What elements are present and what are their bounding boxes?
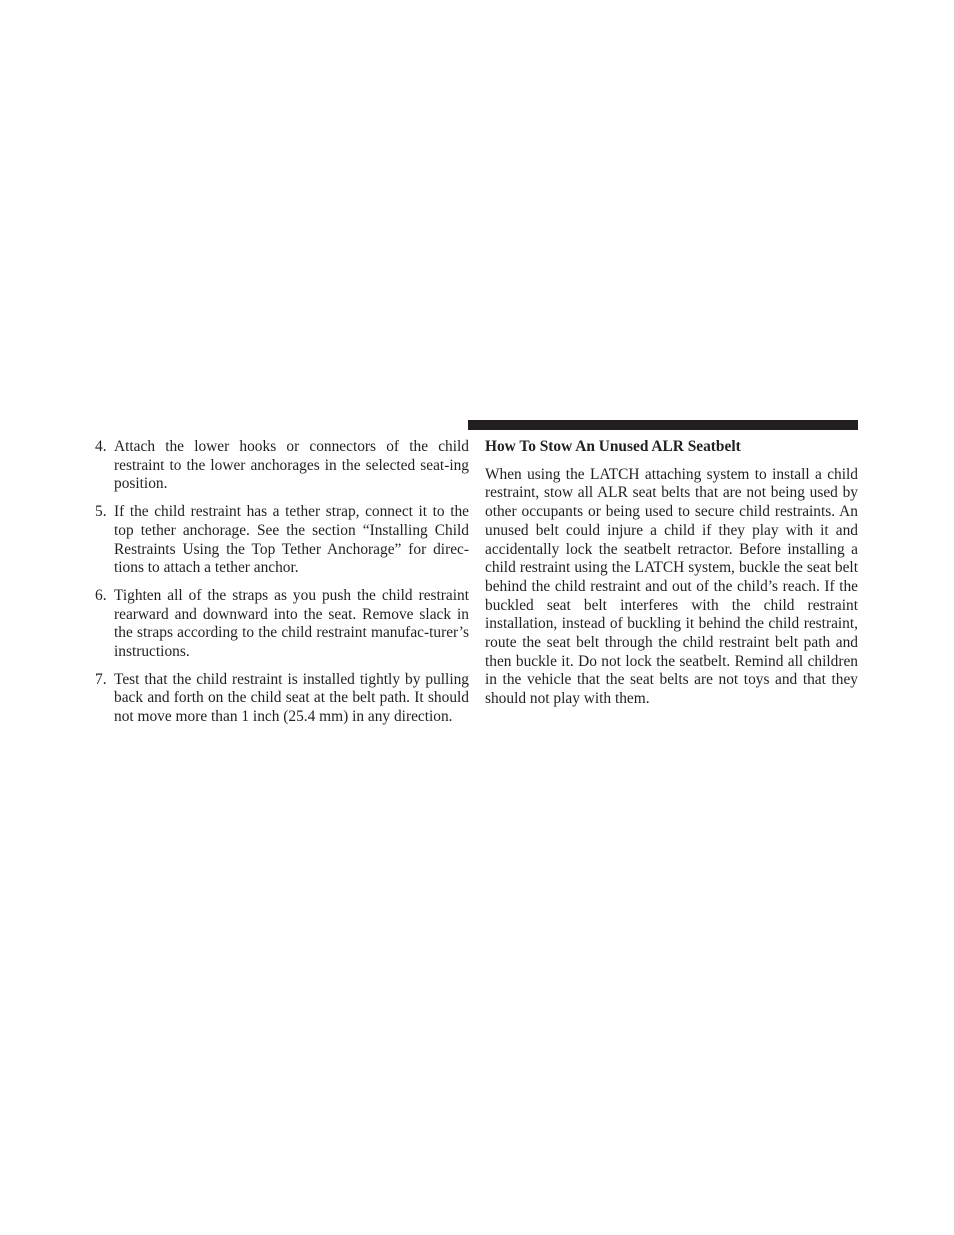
step-item xyxy=(90,587,469,662)
alr-seatbelt-section xyxy=(485,438,858,709)
step-number: 7. xyxy=(95,670,107,688)
step-item xyxy=(90,503,469,578)
step-item xyxy=(90,671,469,727)
step-text: If the child restraint has a tether strap, connect it to the top tether anchorage. See the section “Installing Child Restraints Using the Top Tether Anchorage” for direc-tions to attach a tether anchor. xyxy=(114,503,469,577)
installation-steps-list xyxy=(90,438,469,736)
step-number: 6. xyxy=(95,586,107,604)
section-body: When using the LATCH attaching system to install a child restraint, stow all ALR seat belts that are not being used by other occupants or being used to secure child restraints. An unused belt could injure a child if they play with it and accidentally lock the seatbelt retractor. Before installing a child restraint using the LATCH system, buckle the seat belt behind the child restraint and out of the child’s reach. If the buckled seat belt interferes with the child restraint installation, instead of buckling it behind the child restraint, route the seat belt through the child restraint belt path and then buckle it. Do not lock the seatbelt. Remind all children in the vehicle that the seat belts are not toys and that they should not play with them. xyxy=(485,465,858,708)
step-number: 5. xyxy=(95,503,107,521)
step-item xyxy=(90,438,469,494)
step-text: Tighten all of the straps as you push the child restraint rearward and downward into the seat. Remove slack in the straps according to the child restraint manufac-turer’s instructions. xyxy=(114,586,469,661)
step-number: 4. xyxy=(95,438,107,455)
section-heading: How To Stow An Unused ALR Seatbelt xyxy=(485,438,741,455)
step-text: Test that the child restraint is installed tightly by pulling back and forth on the child seat at the belt path. It should not move more than 1 inch (25.4 mm) in any direction. xyxy=(114,670,469,726)
step-text: Attach the lower hooks or connectors of the child restraint to the lower anchorages in the selected seat-ing position. xyxy=(114,438,469,493)
section-header-rule xyxy=(468,420,858,430)
